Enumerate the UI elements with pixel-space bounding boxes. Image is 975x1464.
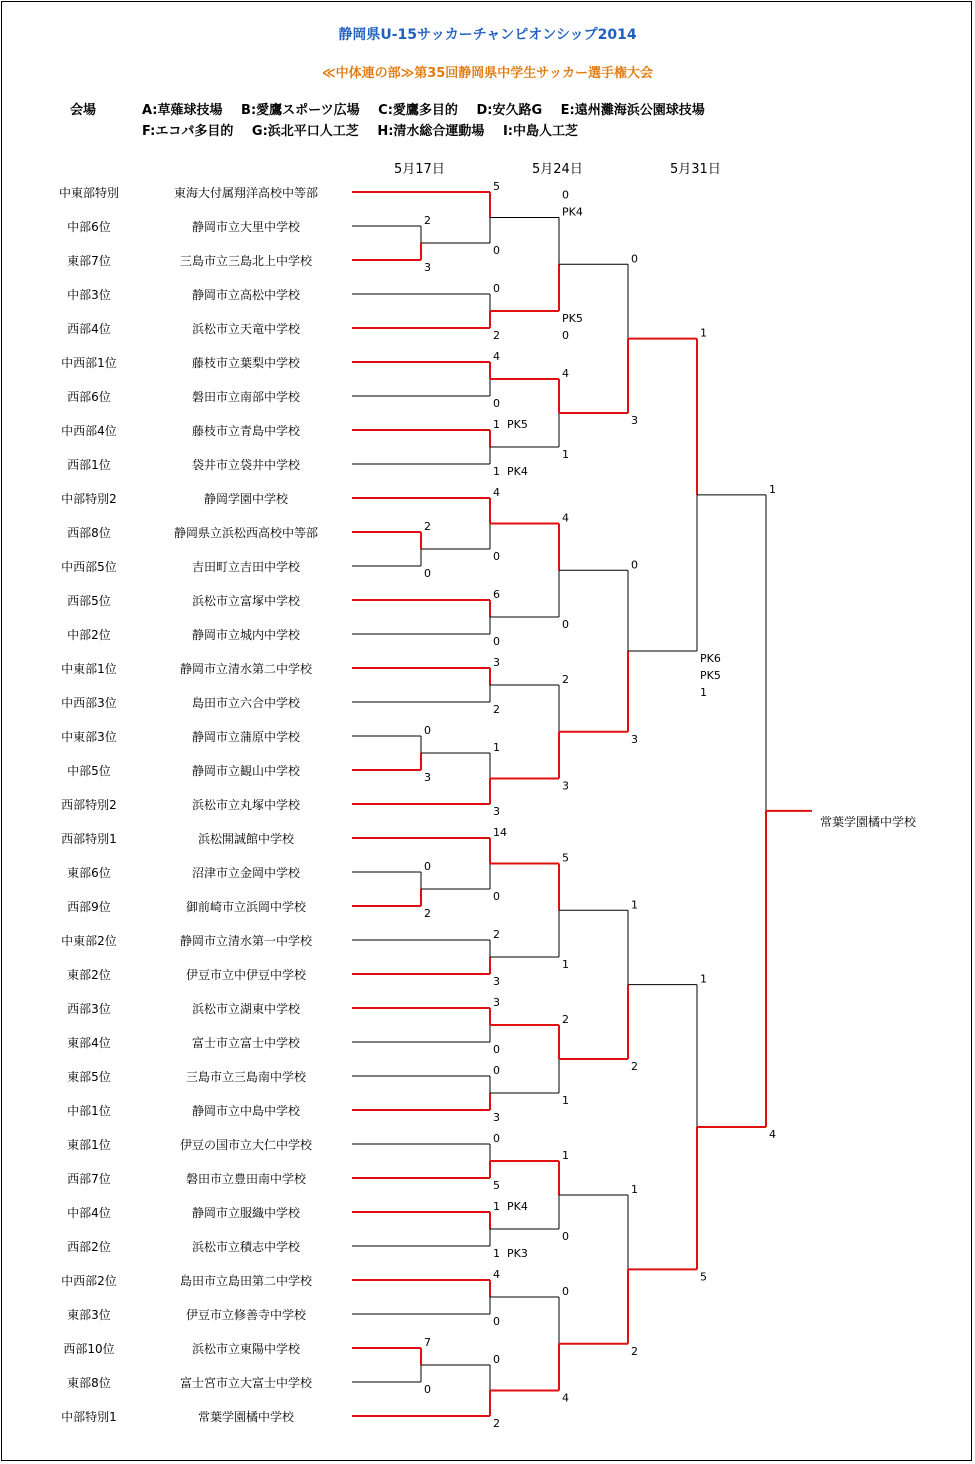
team-school: 静岡市立清水第一中学校 [179,934,312,948]
score-label: 3 [493,656,500,669]
score-label: 5 [493,180,500,193]
team-school: 浜松開誠館中学校 [197,832,294,846]
team-school: 島田市立島田第二中学校 [179,1274,312,1288]
score-label: 4 [493,1268,500,1281]
score-label: 1 PK4 [493,465,528,478]
score-label: 0 [631,558,638,572]
score-label: 2 [562,673,569,686]
score-label: 5 [493,1179,500,1192]
score-label: 0 [493,635,500,648]
team-school: 浜松市立積志中学校 [191,1240,300,1254]
score-label: 1 [562,1149,569,1162]
team-school: 袋井市立袋井中学校 [191,458,300,472]
venue-item: G:浜北平口人工芝 [251,124,359,139]
team-rank: 西部3位 [67,1002,111,1016]
team-rank: 中部2位 [67,628,111,642]
team-school: 静岡市立清水第二中学校 [179,662,312,676]
team-rank: 中西部5位 [61,560,117,574]
team-school: 藤枝市立葉梨中学校 [191,356,300,370]
score-label: 2 [493,1417,500,1430]
team-school: 東海大付属翔洋高校中等部 [173,186,318,200]
team-rank: 中部3位 [67,288,111,302]
score-label: 4 [562,367,569,380]
score-label: 0 [493,890,500,903]
team-school: 沼津市立金岡中学校 [191,866,300,880]
team-rank: 中東部3位 [61,730,117,744]
page-subtitle: ≪中体連の部≫第35回静岡県中学生サッカー選手権大会 [321,66,654,81]
venue-label: 会場 [70,103,97,118]
team-rank: 東部5位 [67,1070,111,1084]
score-label: 0 [493,282,500,295]
team-rank: 西部特別2 [61,798,117,812]
team-rank: 西部6位 [67,390,111,404]
team-rank: 西部9位 [67,900,111,914]
round-date: 5月24日 [532,162,583,177]
score-label: 2 [631,1344,638,1358]
score-label: 0 [562,1285,569,1298]
score-label: 2 [424,520,431,533]
team-rank: 中西部4位 [61,424,117,438]
score-label: 0 [631,252,638,266]
team-school: 三島市立三島北上中学校 [179,254,312,268]
team-rank: 西部8位 [67,526,111,540]
score-label: 0 [493,1064,500,1077]
venue-item: C:愛鷹多目的 [378,103,458,118]
score-label: 3 [562,779,569,793]
team-school: 島田市立六合中学校 [191,696,300,710]
team-rank: 東部7位 [67,254,111,268]
team-school: 富士市立富士中学校 [191,1036,300,1050]
team-rank: 中部1位 [67,1104,111,1118]
team-school: 浜松市立湖東中学校 [191,1002,300,1016]
score-label: 7 [424,1336,431,1349]
team-rank: 東部6位 [67,866,111,880]
team-school: 静岡市立服織中学校 [191,1206,300,1220]
team-school: 吉田町立吉田中学校 [191,560,300,574]
team-rank: 中部5位 [67,764,111,778]
venue-item: E:遠州灘海浜公園球技場 [560,103,705,118]
team-rank: 東部8位 [67,1376,111,1390]
score-label: 1 [769,482,776,496]
score-label: 4 [562,1391,569,1405]
score-label: 3 [631,414,638,427]
team-rank: 東部3位 [67,1308,111,1322]
score-label: 4 [769,1128,776,1141]
score-label: 0 [562,329,569,342]
team-school: 静岡市立大里中学校 [191,220,300,234]
score-label: 2 [493,329,500,342]
score-label: 3 [631,732,638,746]
team-rank: 西部5位 [67,594,111,608]
score-label: 1 PK4 [493,1200,528,1213]
score-label: 1 [562,958,569,971]
team-rank: 西部7位 [67,1172,111,1186]
score-label: 3 [493,996,500,1009]
score-label: 1 [493,741,500,754]
score-label: 0 [562,188,569,202]
score-label: PK5 [700,669,721,682]
team-school: 静岡市立中島中学校 [191,1104,300,1118]
venue-item: H:清水総合運動場 [377,124,485,139]
score-label: 4 [562,511,569,525]
team-rank: 東部4位 [67,1036,111,1050]
team-school: 磐田市立南部中学校 [191,390,300,404]
score-label: 1 PK5 [493,418,528,431]
team-rank: 中部特別1 [61,1410,117,1424]
team-rank: 東部2位 [67,968,111,982]
team-rank: 中西部3位 [61,696,117,710]
score-label: 3 [493,805,500,818]
score-label: 5 [700,1270,707,1284]
champion-label: 常葉学園橘中学校 [820,815,917,829]
team-school: 静岡市立観山中学校 [191,764,300,778]
score-label: 3 [424,261,431,274]
team-school: 常葉学園橘中学校 [197,1410,294,1424]
venue-item: I:中島人工芝 [502,124,578,139]
score-label: 4 [493,486,500,499]
team-rank: 中部特別2 [61,492,117,506]
score-label: 1 PK3 [493,1247,528,1260]
team-school: 三島市立三島南中学校 [185,1070,306,1084]
team-school: 浜松市立東陽中学校 [191,1342,300,1356]
score-label: 0 [424,567,431,580]
score-label: 0 [493,1353,500,1366]
score-label: 2 [424,214,431,227]
score-label: 0 [493,550,500,563]
round-date: 5月17日 [394,162,445,177]
team-school: 磐田市立豊田南中学校 [185,1172,306,1186]
venue-item: D:安久路G [476,103,543,118]
score-label: 0 [562,618,569,631]
score-label: 2 [424,907,431,920]
score-label: 3 [424,771,431,784]
score-label: 3 [493,1111,500,1124]
team-school: 静岡市立城内中学校 [191,628,300,642]
venue-item: A:草薙球技場 [142,103,223,118]
score-label: 14 [493,826,507,839]
team-school: 伊豆市立中伊豆中学校 [185,968,306,982]
team-school: 静岡市立高松中学校 [191,288,300,302]
score-label: 1 [631,898,638,912]
score-label: 3 [493,975,500,988]
score-label: PK5 [562,312,583,325]
round-date: 5月31日 [670,162,721,177]
team-school: 富士宮市立大富士中学校 [179,1376,312,1390]
team-rank: 中部6位 [67,220,111,234]
team-rank: 西部10位 [63,1342,115,1356]
team-school: 浜松市立丸塚中学校 [191,798,300,812]
score-label: 0 [424,860,431,873]
venue-item: F:エコパ多目的 [142,124,234,139]
score-label: 0 [562,1230,569,1243]
team-school: 静岡学園中学校 [203,492,288,506]
team-school: 伊豆の国市立大仁中学校 [179,1138,312,1152]
score-label: 0 [424,724,431,737]
score-label: 5 [562,851,569,865]
team-rank: 西部2位 [67,1240,111,1254]
score-label: 2 [562,1013,569,1026]
score-label: 0 [493,1043,500,1056]
score-label: 1 [700,326,707,340]
team-rank: 中東部特別 [58,186,119,200]
team-rank: 東部1位 [67,1138,111,1152]
score-label: 6 [493,588,500,601]
score-label: 1 [700,972,707,986]
score-label: 2 [493,928,500,941]
score-label: 2 [493,703,500,716]
score-label: 1 [562,448,569,461]
venue-item: B:愛鷹スポーツ広場 [241,103,360,118]
team-school: 静岡県立浜松西高校中等部 [173,526,318,540]
score-label: 4 [493,350,500,363]
team-rank: 西部4位 [67,322,111,336]
team-rank: 西部特別1 [61,832,117,846]
page-title: 静岡県U-15サッカーチャンピオンシップ2014 [338,27,637,43]
score-label: 2 [631,1060,638,1073]
score-label: 0 [493,397,500,410]
team-school: 静岡市立蒲原中学校 [191,730,300,744]
score-label: 1 [700,686,707,699]
score-label: 1 [631,1183,638,1196]
score-label: 0 [493,244,500,257]
score-label: 1 [562,1094,569,1107]
team-school: 御前崎市立浜岡中学校 [185,900,306,914]
team-rank: 中東部2位 [61,934,117,948]
score-label: 0 [493,1132,500,1145]
team-school: 浜松市立天竜中学校 [191,322,300,336]
team-rank: 中東部1位 [61,662,117,676]
team-rank: 西部1位 [67,458,111,472]
score-label: PK6 [700,652,721,665]
team-school: 浜松市立富塚中学校 [191,594,300,608]
score-label: 0 [424,1383,431,1396]
team-rank: 中西部1位 [61,356,117,370]
team-rank: 中西部2位 [61,1274,117,1288]
team-school: 伊豆市立修善寺中学校 [185,1308,306,1322]
score-label: PK4 [562,205,583,219]
team-school: 藤枝市立青島中学校 [191,424,300,438]
score-label: 0 [493,1315,500,1328]
team-rank: 中部4位 [67,1206,111,1220]
